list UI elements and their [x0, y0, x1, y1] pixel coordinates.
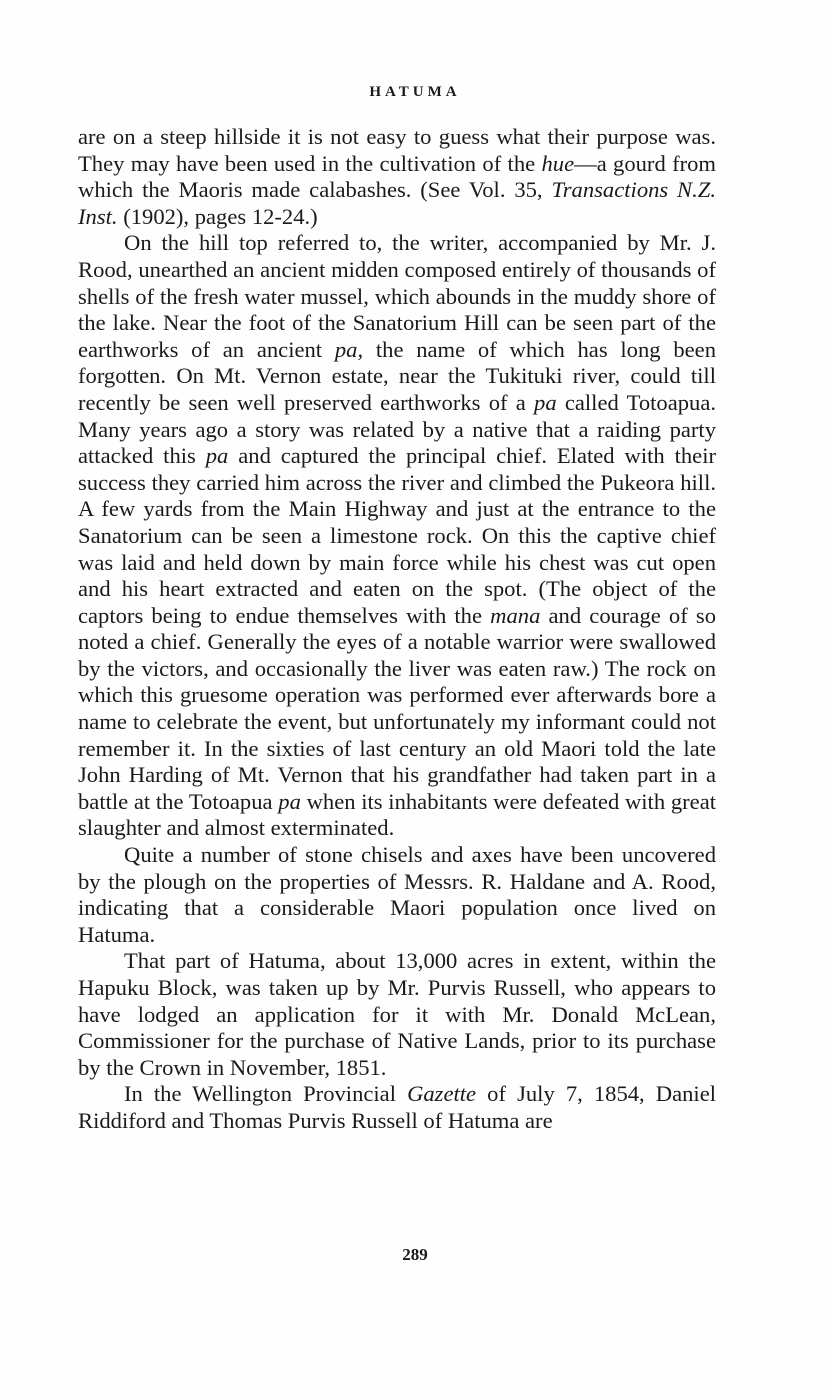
text-run: That part of Hatuma, about 13,000 acres in extent, within the Hapuku Block, was taken up by Mr. Purvis Russell, who appears to have lodged an application for it with Mr. Donald McLean, Commissioner for the purchase of Native Lands, prior to its purchase by the Crown in November, 1851.: [78, 948, 716, 1080]
italic-term: pa: [278, 788, 301, 814]
body-text: [78, 124, 716, 1135]
paragraph: [78, 1081, 716, 1134]
italic-term: pa: [534, 389, 557, 415]
italic-term: mana: [490, 602, 541, 628]
text-run: Quite a number of stone chisels and axes have been uncovered by the plough on the properties of Messrs. R. Haldane and A. Rood, indicating that a considerable Maori population once lived on Hatuma.: [78, 842, 716, 947]
text-run: In the Wellington Provincial: [124, 1081, 408, 1107]
text-run: of July 7, 1854, Daniel Riddiford and Thomas Purvis Russell of Hatuma are: [78, 1081, 716, 1133]
italic-term: pa,: [334, 336, 364, 362]
text-run: and courage of so noted a chief. Generally the eyes of a notable warrior were swallowed by the victors, and occasionally the liver was eaten raw.) The rock on which this gruesome operation was performed ever afterwards bore a name to celebrate the event, but unfortunately my informant could not remember it. In the sixties of last century an old Maori told the late John Harding of Mt. Vernon that his grandfather had taken part in a battle at the Totoapua: [78, 602, 716, 814]
paragraph: [78, 124, 716, 230]
paragraph: [78, 842, 716, 948]
italic-term: hue: [541, 150, 575, 176]
text-run: called Totoapua. Many years ago a story was related by a native that a raiding party attacked this: [78, 389, 716, 469]
italic-term: pa: [205, 443, 229, 469]
text-run: —a gourd from which the Maoris made calabashes. (See Vol. 35,: [78, 150, 716, 203]
italic-term: Transactions N.Z. Inst.: [78, 177, 716, 229]
paragraph: [78, 230, 716, 842]
text-run: On the hill top referred to, the writer, accompanied by Mr. J. Rood, unearthed an ancient midden composed entirely of thousands of shells of the fresh water mussel, which abounds in the muddy shore of the lake. Near the foot of the Sanatorium Hill can be seen part of the earthworks of an ancient: [78, 230, 716, 362]
paragraph: [78, 948, 716, 1081]
text-run: when its inhabitants were defeated with great slaughter and almost exterminated.: [78, 788, 716, 841]
text-run: (1902), pages 12-24.): [117, 203, 318, 229]
page-number: 289: [402, 1245, 428, 1264]
text-run: the name of which has long been forgotten. On Mt. Vernon estate, near the Tukituki river, could till recently be seen well preserved earthworks of a: [78, 336, 716, 415]
text-run: are on a steep hillside it is not easy to guess what their purpose was. They may have been used in the cultivation of the: [78, 124, 716, 176]
text-run: and captured the principal chief. Elated with their success they carried him across the river and climbed the Pukeora hill. A few yards from the Main Highway and just at the entrance to the Sanatorium can be seen a limestone rock. On this the captive chief was laid and held down by main force while his chest was cut open and his heart extracted and eaten on the spot. (The object of the captors being to endue themselves with the: [78, 443, 717, 628]
italic-term: Gazette: [407, 1081, 477, 1107]
running-head: HATUMA: [369, 84, 461, 100]
